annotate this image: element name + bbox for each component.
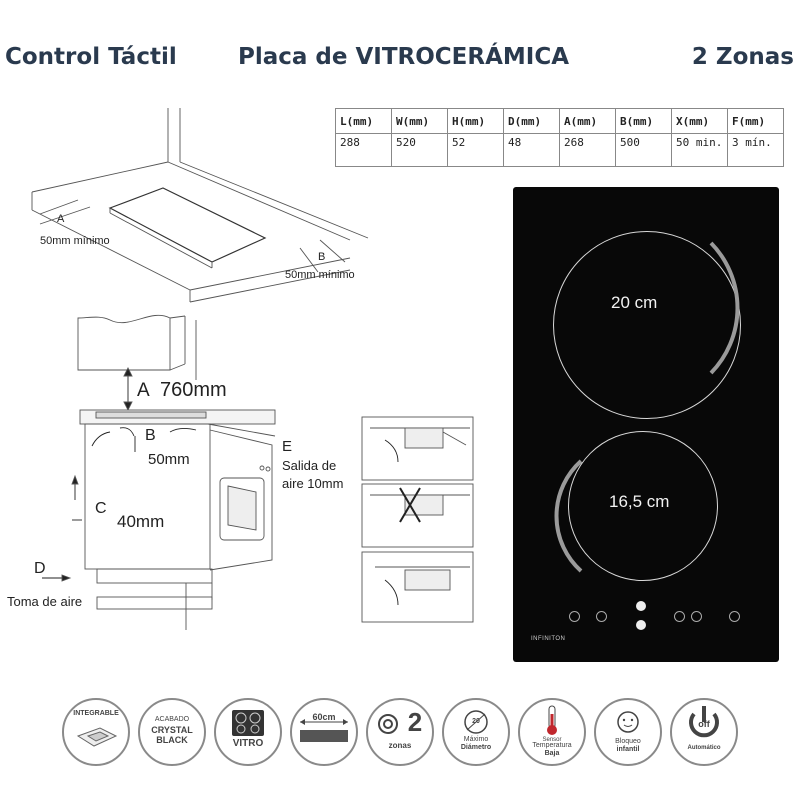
side-a-letter: A bbox=[137, 380, 150, 401]
side-b-value: 50mm bbox=[148, 451, 190, 468]
width-icon bbox=[292, 700, 356, 764]
side-d-letter: D bbox=[34, 560, 46, 577]
child-lock-line1: Bloqueo bbox=[615, 738, 641, 745]
cabinet-drawing bbox=[42, 315, 275, 630]
child-lock-icon bbox=[596, 700, 660, 764]
ventilation-panels bbox=[362, 417, 473, 622]
side-c-value: 40mm bbox=[117, 512, 165, 531]
side-d-text: Toma de aire bbox=[7, 594, 83, 609]
crystal-line2: CRYSTAL bbox=[151, 725, 193, 735]
dim-header-cell: W(mm) bbox=[392, 109, 448, 134]
dim-value-cell: 50 min. bbox=[672, 134, 728, 167]
brand-logo-text: INFINITON bbox=[531, 636, 566, 642]
dim-header-cell: L(mm) bbox=[336, 109, 392, 134]
dim-header-cell: X(mm) bbox=[672, 109, 728, 134]
diameter-badge bbox=[442, 698, 510, 766]
integrable-badge bbox=[62, 698, 130, 766]
top-b-text: 50mm mínimo bbox=[285, 269, 355, 281]
top-a-text: 50mm mínimo bbox=[40, 235, 110, 247]
child-lock-badge bbox=[594, 698, 662, 766]
minus-touch-icon[interactable] bbox=[674, 611, 685, 622]
side-e-letter: E bbox=[282, 438, 293, 455]
side-c-letter: C bbox=[95, 500, 107, 517]
header-center-title: Placa de VITROCERÁMICA bbox=[238, 44, 570, 70]
zones-number: 2 bbox=[407, 707, 423, 737]
width-text: 60cm bbox=[309, 713, 339, 721]
auto-off-badge bbox=[670, 698, 738, 766]
thermometer-line2: Temperatura bbox=[532, 742, 572, 749]
side-e-line2: aire 10mm bbox=[282, 476, 344, 491]
zone-rear-select-icon[interactable] bbox=[636, 601, 646, 611]
header-right-title: 2 Zonas bbox=[691, 44, 794, 70]
dim-value-cell: 520 bbox=[392, 134, 448, 167]
lock-touch-icon[interactable] bbox=[569, 611, 580, 622]
zones-text: zonas bbox=[388, 741, 412, 750]
diameter-line3: Diámetro bbox=[460, 744, 492, 751]
crystal-line3: BLACK bbox=[156, 735, 188, 745]
side-e-line1: Salida de bbox=[282, 458, 337, 473]
side-b-letter: B bbox=[145, 427, 156, 444]
side-a-value: 760mm bbox=[160, 379, 227, 401]
child-lock-line2: infantil bbox=[616, 746, 640, 753]
power-touch-icon[interactable] bbox=[729, 611, 740, 622]
timer-touch-icon[interactable] bbox=[596, 611, 607, 622]
thermometer-line1: Sensor bbox=[542, 737, 562, 743]
diameter-line2: Máximo bbox=[463, 736, 489, 743]
dim-value-cell: 288 bbox=[336, 134, 392, 167]
plus-touch-icon[interactable] bbox=[691, 611, 702, 622]
top-b-letter: B bbox=[318, 251, 326, 263]
dim-value-cell: 268 bbox=[560, 134, 616, 167]
auto-off-line2: Automático bbox=[687, 745, 721, 751]
dim-value-cell: 500 bbox=[616, 134, 672, 167]
dim-header-cell: F(mm) bbox=[728, 109, 784, 134]
zone-small-label: 16,5 cm bbox=[609, 492, 670, 511]
dim-header-cell: D(mm) bbox=[504, 109, 560, 134]
top-a-letter: A bbox=[57, 213, 65, 225]
dim-value-cell: 3 mín. bbox=[728, 134, 784, 167]
dim-value-cell: 52 bbox=[448, 134, 504, 167]
diameter-number: 20 bbox=[472, 718, 480, 725]
header-left-title: Control Táctil bbox=[5, 44, 177, 70]
width-badge bbox=[290, 698, 358, 766]
dim-header-cell: A(mm) bbox=[560, 109, 616, 134]
zone-heat-arcs bbox=[513, 187, 779, 662]
thermometer-line3: Baja bbox=[544, 750, 560, 757]
feature-badges bbox=[62, 698, 732, 764]
power-off-icon bbox=[672, 700, 736, 764]
ceramic-hob bbox=[513, 187, 779, 662]
diameter-icon bbox=[444, 700, 508, 764]
vitro-text: VITRO bbox=[232, 738, 264, 749]
vitro-badge bbox=[214, 698, 282, 766]
dim-value-cell: 48 bbox=[504, 134, 560, 167]
integrable-text: INTEGRABLE bbox=[73, 710, 119, 717]
auto-off-line1: off bbox=[698, 719, 710, 729]
thermometer-badge bbox=[518, 698, 586, 766]
zone-front-select-icon[interactable] bbox=[636, 620, 646, 630]
vitro-icon bbox=[216, 700, 280, 764]
dim-header-cell: B(mm) bbox=[616, 109, 672, 134]
crystal-badge bbox=[138, 698, 206, 766]
zones-badge bbox=[366, 698, 434, 766]
dim-header-cell: H(mm) bbox=[448, 109, 504, 134]
crystal-line1: ACABADO bbox=[154, 716, 190, 723]
zone-large-label: 20 cm bbox=[611, 293, 658, 312]
